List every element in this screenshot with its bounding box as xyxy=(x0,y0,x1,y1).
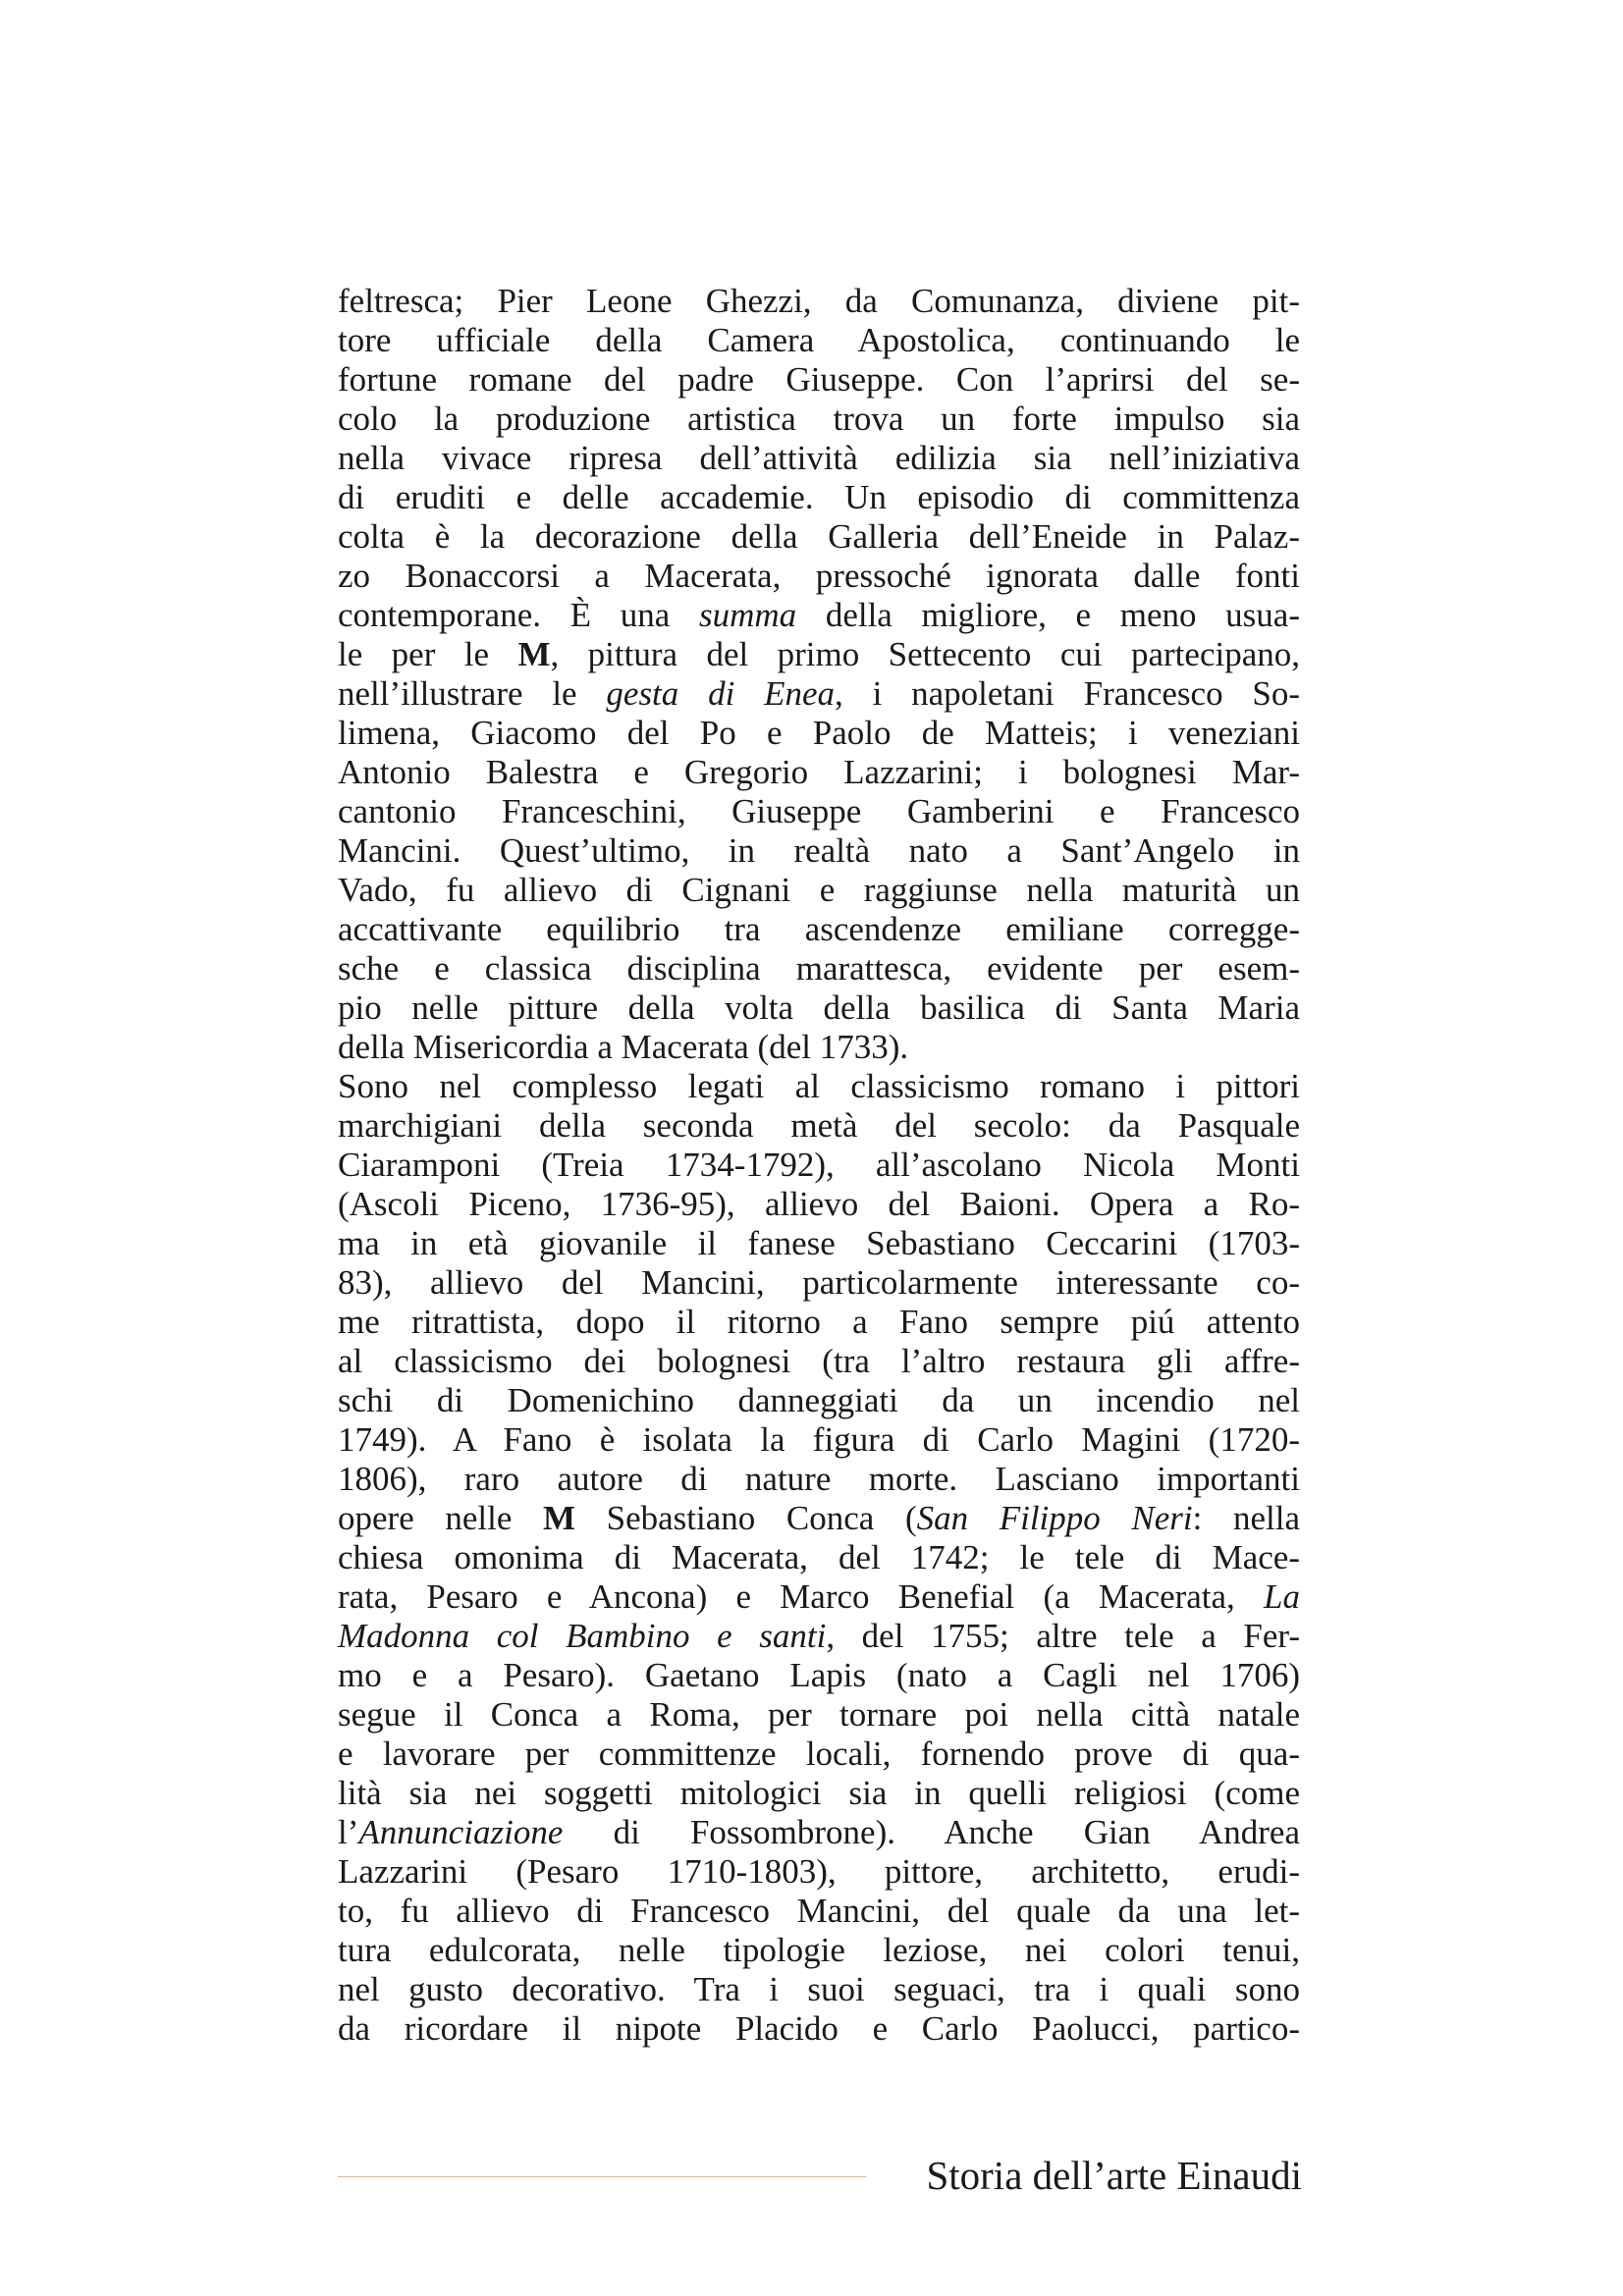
text-line xyxy=(338,674,1300,714)
text-segment: accattivante equilibrio tra ascendenze emiliane corregge- xyxy=(338,910,1300,948)
text-line xyxy=(338,1460,1300,1499)
text-segment: Lazzarini (Pesaro 1710-1803), pittore, architetto, erudi- xyxy=(338,1852,1300,1891)
text-line xyxy=(338,517,1300,557)
text-line xyxy=(338,949,1300,988)
text-segment: Ciaramponi (Treia 1734-1792), all’ascolano Nicola Monti xyxy=(338,1146,1300,1184)
text-segment: pio nelle pitture della volta della basilica di Santa Maria xyxy=(338,988,1300,1027)
text-line xyxy=(338,2009,1300,2049)
text-line xyxy=(338,1146,1300,1185)
italic-text: La xyxy=(1264,1577,1300,1616)
text-line xyxy=(338,792,1300,831)
text-line xyxy=(338,1813,1300,1852)
text-segment: di eruditi e delle accademie. Un episodio di committenza xyxy=(338,478,1300,516)
text-line xyxy=(338,1656,1300,1695)
text-line xyxy=(338,557,1300,596)
text-segment: l’ xyxy=(338,1813,359,1851)
text-segment: , i napoletani Francesco So- xyxy=(835,674,1300,713)
text-segment: zo Bonaccorsi a Macerata, pressoché ignorata dalle fonti xyxy=(338,557,1300,595)
text-segment: rata, Pesaro e Ancona) e Marco Benefial (a Macerata, xyxy=(338,1577,1265,1616)
text-segment: nel gusto decorativo. Tra i suoi seguaci, tra i quali sono xyxy=(338,1970,1300,2008)
footer-rule xyxy=(338,2176,866,2177)
text-segment: mo e a Pesaro). Gaetano Lapis (nato a Cagli nel 1706) xyxy=(338,1656,1300,1694)
text-segment: nella vivace ripresa dell’attività edilizia sia nell’iniziativa xyxy=(338,439,1300,477)
italic-text: gesta di Enea xyxy=(606,674,836,713)
text-line xyxy=(338,1617,1300,1656)
text-segment: della migliore, e meno usua- xyxy=(796,596,1300,634)
text-line xyxy=(338,1028,1300,1067)
body-text xyxy=(338,282,1300,2049)
bold-text: M xyxy=(542,1499,576,1537)
text-line xyxy=(338,1224,1300,1263)
text-segment: to, fu allievo di Francesco Mancini, del quale da una let- xyxy=(338,1892,1300,1930)
text-line xyxy=(338,360,1300,400)
text-segment: 1806), raro autore di nature morte. Lasciano importanti xyxy=(338,1460,1300,1498)
text-line xyxy=(338,635,1300,674)
text-line xyxy=(338,1106,1300,1146)
footer-title: Storia dell’arte Einaudi xyxy=(926,2153,1302,2198)
text-line xyxy=(338,1067,1300,1106)
text-line xyxy=(338,1577,1300,1617)
text-line xyxy=(338,400,1300,439)
text-segment: , del 1755; altre tele a Fer- xyxy=(826,1617,1300,1655)
text-segment: cantonio Franceschini, Giuseppe Gamberini e Francesco xyxy=(338,792,1300,830)
text-segment: : nella xyxy=(1192,1499,1300,1537)
text-segment: al classicismo dei bolognesi (tra l’altro restaura gli affre- xyxy=(338,1342,1300,1380)
text-segment: , pittura del primo Settecento cui partecipano, xyxy=(550,635,1300,673)
text-line xyxy=(338,714,1300,753)
text-segment: segue il Conca a Roma, per tornare poi nella città natale xyxy=(338,1695,1300,1734)
text-segment: colta è la decorazione della Galleria dell’Eneide in Palaz- xyxy=(338,517,1300,556)
text-segment: nell’illustrare le xyxy=(338,674,607,713)
text-line xyxy=(338,1185,1300,1224)
text-line xyxy=(338,596,1300,635)
text-segment: Sebastiano Conca ( xyxy=(575,1499,917,1537)
text-segment: chiesa omonima di Macerata, del 1742; le tele di Mace- xyxy=(338,1538,1300,1576)
text-segment: contemporane. È una xyxy=(338,596,699,634)
bold-text: M xyxy=(517,635,551,673)
text-segment: e lavorare per committenze locali, fornendo prove di qua- xyxy=(338,1735,1300,1773)
text-line xyxy=(338,1735,1300,1774)
text-line xyxy=(338,1852,1300,1892)
text-line xyxy=(338,439,1300,478)
text-segment: tura edulcorata, nelle tipologie leziose, nei colori tenui, xyxy=(338,1931,1300,1969)
text-segment: fortune romane del padre Giuseppe. Con l’aprirsi del se- xyxy=(338,360,1300,399)
text-line xyxy=(338,1381,1300,1420)
text-line xyxy=(338,1970,1300,2009)
text-segment: colo la produzione artistica trova un forte impulso sia xyxy=(338,400,1300,438)
text-line xyxy=(338,910,1300,949)
text-line xyxy=(338,753,1300,792)
text-line xyxy=(338,478,1300,517)
text-line xyxy=(338,1774,1300,1813)
text-segment: limena, Giacomo del Po e Paolo de Matteis; i veneziani xyxy=(338,714,1300,752)
text-line xyxy=(338,1263,1300,1303)
text-line xyxy=(338,1538,1300,1577)
text-line xyxy=(338,1303,1300,1342)
text-segment: tore ufficiale della Camera Apostolica, continuando le xyxy=(338,321,1300,359)
text-line xyxy=(338,871,1300,910)
text-segment: sche e classica disciplina marattesca, evidente per esem- xyxy=(338,949,1300,988)
text-line xyxy=(338,321,1300,360)
italic-text: summa xyxy=(698,596,797,634)
text-segment: Antonio Balestra e Gregorio Lazzarini; i bolognesi Mar- xyxy=(338,753,1300,791)
text-segment: ma in età giovanile il fanese Sebastiano Ceccarini (1703- xyxy=(338,1224,1300,1262)
italic-text: Madonna col Bambino e santi xyxy=(338,1617,827,1655)
text-segment: opere nelle xyxy=(338,1499,543,1537)
text-segment: di Fossombrone). Anche Gian Andrea xyxy=(563,1813,1300,1851)
text-segment: 83), allievo del Mancini, particolarmente interessante co- xyxy=(338,1263,1300,1302)
italic-text: San Filippo Neri xyxy=(916,1499,1193,1537)
text-segment: marchigiani della seconda metà del secolo: da Pasquale xyxy=(338,1106,1300,1145)
text-segment: Vado, fu allievo di Cignani e raggiunse nella maturità un xyxy=(338,871,1300,909)
text-segment: lità sia nei soggetti mitologici sia in quelli religiosi (come xyxy=(338,1774,1300,1812)
text-segment: Sono nel complesso legati al classicismo romano i pittori xyxy=(338,1067,1300,1105)
text-segment: schi di Domenichino danneggiati da un incendio nel xyxy=(338,1381,1300,1419)
text-segment: 1749). A Fano è isolata la figura di Carlo Magini (1720- xyxy=(338,1420,1300,1459)
text-segment: Mancini. Quest’ultimo, in realtà nato a Sant’Angelo in xyxy=(338,831,1300,870)
text-segment: (Ascoli Piceno, 1736-95), allievo del Baioni. Opera a Ro- xyxy=(338,1185,1300,1223)
text-line xyxy=(338,831,1300,871)
text-segment: della Misericordia a Macerata (del 1733). xyxy=(338,1028,909,1066)
text-line xyxy=(338,1342,1300,1381)
text-segment: le per le xyxy=(338,635,518,673)
text-segment: feltresca; Pier Leone Ghezzi, da Comunanza, diviene pit- xyxy=(338,282,1300,320)
text-line xyxy=(338,1420,1300,1460)
text-line xyxy=(338,1695,1300,1735)
text-line xyxy=(338,1499,1300,1538)
text-segment: me ritrattista, dopo il ritorno a Fano sempre piú attento xyxy=(338,1303,1300,1341)
text-line xyxy=(338,282,1300,321)
text-segment: da ricordare il nipote Placido e Carlo Paolucci, partico- xyxy=(338,2009,1300,2048)
text-line xyxy=(338,1931,1300,1970)
text-line xyxy=(338,1892,1300,1931)
italic-text: Annunciazione xyxy=(358,1813,564,1851)
text-line xyxy=(338,988,1300,1028)
